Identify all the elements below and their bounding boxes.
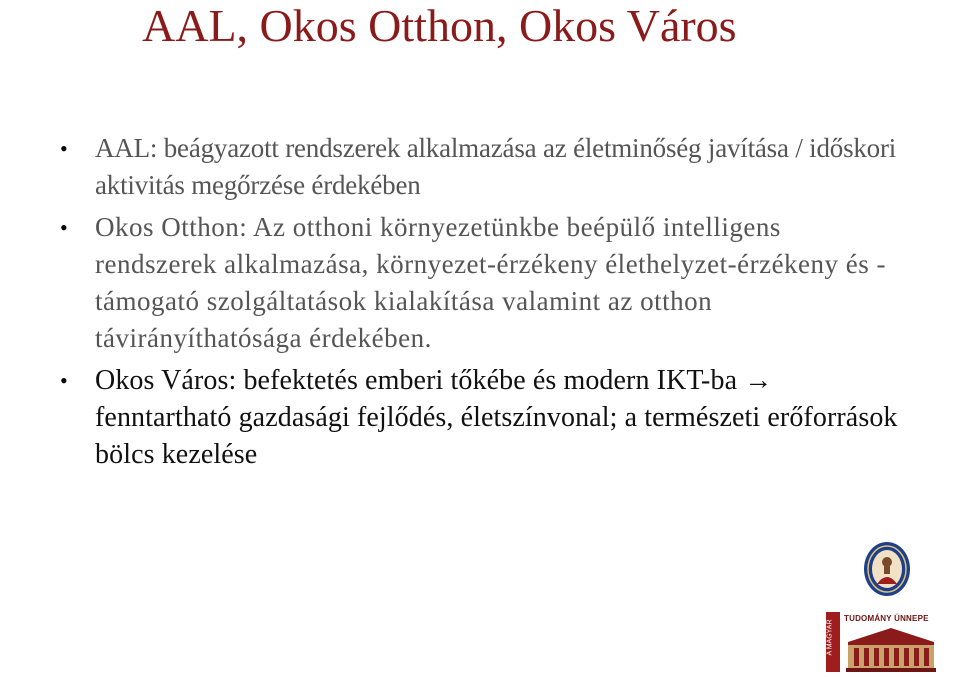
bullet-okos-varos	[0, 362, 905, 473]
bullet-text: AAL: beágyazott rendszerek alkalmazása az életminőség javítása / időskori aktivitás megőrzése érdekében	[95, 133, 897, 200]
building-icon	[844, 626, 938, 672]
event-ribbon	[826, 612, 840, 672]
bullet-marker: •	[60, 215, 68, 240]
bullet-marker: •	[60, 368, 68, 393]
bullet-marker: •	[60, 136, 68, 161]
bullet-okos-otthon	[0, 209, 905, 357]
bullet-text: Okos Város: befektetés emberi tőkébe és modern IKT-ba → fenntartható gazdasági fejlődés, életszínvonal; a természeti erőforrások bölcs kezelése	[95, 365, 898, 470]
tudomany-unnepe-logo	[826, 612, 938, 672]
event-ribbon-text: A MAGYAR	[826, 619, 834, 656]
university-seal-icon	[862, 540, 912, 598]
slide-title: AAL, Okos Otthon, Okos Város	[142, 0, 737, 51]
bullet-aal	[0, 130, 905, 204]
bullet-list	[0, 130, 960, 478]
event-logo-text: TUDOMÁNY ÜNNEPE	[844, 614, 929, 623]
bullet-text: Okos Otthon: Az otthoni környezetünkbe beépülő intelligens rendszerek alkalmazása, környezet-érzékeny élethelyzet-érzékeny és -támogató szolgáltatások kialakítása valamint az otthon távirányíthatósága érdekében.	[95, 212, 887, 353]
